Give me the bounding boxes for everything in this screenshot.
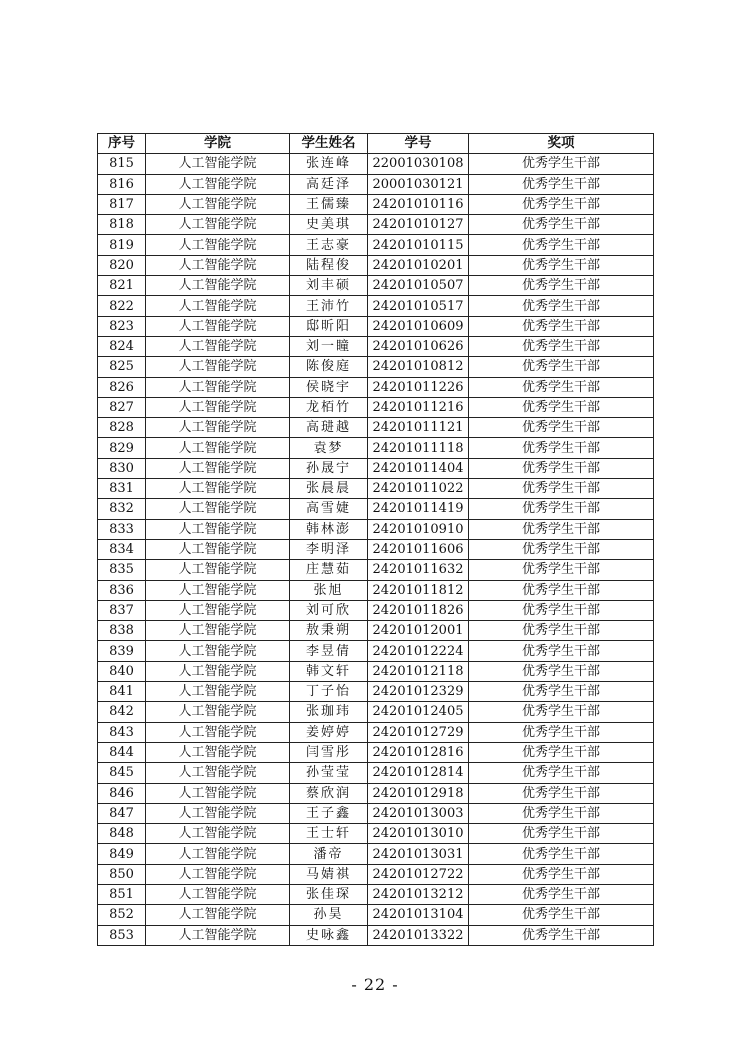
header-award: 奖项 (469, 134, 654, 154)
cell-no: 852 (98, 905, 146, 925)
cell-name: 孙莹莹 (290, 763, 368, 783)
cell-award: 优秀学生干部 (469, 418, 654, 438)
cell-award: 优秀学生干部 (469, 702, 654, 722)
cell-student-id: 24201011226 (368, 377, 469, 397)
table-row (98, 803, 654, 823)
cell-award: 优秀学生干部 (469, 438, 654, 458)
cell-student-id: 24201013322 (368, 925, 469, 945)
cell-college: 人工智能学院 (146, 215, 290, 235)
cell-no: 843 (98, 722, 146, 742)
cell-name: 王士轩 (290, 824, 368, 844)
cell-name: 高琎越 (290, 418, 368, 438)
cell-no: 816 (98, 174, 146, 194)
header-student-id: 学号 (368, 134, 469, 154)
table-row (98, 641, 654, 661)
cell-college: 人工智能学院 (146, 600, 290, 620)
table-row (98, 925, 654, 945)
cell-award: 优秀学生干部 (469, 154, 654, 174)
table-row (98, 864, 654, 884)
cell-name: 袁梦 (290, 438, 368, 458)
cell-student-id: 24201012329 (368, 682, 469, 702)
cell-no: 819 (98, 235, 146, 255)
cell-student-id: 20001030121 (368, 174, 469, 194)
cell-name: 潘帝 (290, 844, 368, 864)
cell-student-id: 24201011121 (368, 418, 469, 438)
cell-name: 李明泽 (290, 539, 368, 559)
table-row (98, 336, 654, 356)
cell-no: 817 (98, 194, 146, 214)
cell-award: 优秀学生干部 (469, 844, 654, 864)
cell-college: 人工智能学院 (146, 519, 290, 539)
cell-name: 马婧祺 (290, 864, 368, 884)
cell-award: 优秀学生干部 (469, 194, 654, 214)
table-row (98, 560, 654, 580)
cell-student-id: 24201012224 (368, 641, 469, 661)
cell-college: 人工智能学院 (146, 905, 290, 925)
cell-award: 优秀学生干部 (469, 641, 654, 661)
cell-name: 史美琪 (290, 215, 368, 235)
cell-award: 优秀学生干部 (469, 357, 654, 377)
cell-name: 张珈玮 (290, 702, 368, 722)
header-no: 序号 (98, 134, 146, 154)
table-row (98, 174, 654, 194)
cell-student-id: 24201012405 (368, 702, 469, 722)
cell-no: 823 (98, 316, 146, 336)
cell-student-id: 24201012729 (368, 722, 469, 742)
table-row (98, 397, 654, 417)
table-row (98, 661, 654, 681)
table-row (98, 844, 654, 864)
cell-no: 846 (98, 783, 146, 803)
table-row (98, 154, 654, 174)
cell-student-id: 24201013104 (368, 905, 469, 925)
cell-student-id: 24201010201 (368, 255, 469, 275)
cell-no: 818 (98, 215, 146, 235)
cell-student-id: 24201013031 (368, 844, 469, 864)
cell-no: 849 (98, 844, 146, 864)
cell-college: 人工智能学院 (146, 580, 290, 600)
cell-name: 敖秉朔 (290, 621, 368, 641)
cell-award: 优秀学生干部 (469, 803, 654, 823)
cell-name: 蔡欣润 (290, 783, 368, 803)
table-row (98, 255, 654, 275)
table-row (98, 742, 654, 762)
cell-college: 人工智能学院 (146, 661, 290, 681)
cell-award: 优秀学生干部 (469, 316, 654, 336)
cell-student-id: 24201010626 (368, 336, 469, 356)
cell-college: 人工智能学院 (146, 336, 290, 356)
table-row (98, 905, 654, 925)
cell-no: 844 (98, 742, 146, 762)
table-row (98, 783, 654, 803)
cell-no: 827 (98, 397, 146, 417)
cell-student-id: 24201010517 (368, 296, 469, 316)
cell-college: 人工智能学院 (146, 925, 290, 945)
cell-award: 优秀学生干部 (469, 479, 654, 499)
cell-award: 优秀学生干部 (469, 397, 654, 417)
cell-no: 850 (98, 864, 146, 884)
cell-name: 姜婷婷 (290, 722, 368, 742)
cell-student-id: 24201012001 (368, 621, 469, 641)
cell-college: 人工智能学院 (146, 803, 290, 823)
cell-student-id: 24201012722 (368, 864, 469, 884)
cell-college: 人工智能学院 (146, 194, 290, 214)
cell-student-id: 24201011216 (368, 397, 469, 417)
cell-college: 人工智能学院 (146, 884, 290, 904)
cell-award: 优秀学生干部 (469, 276, 654, 296)
cell-name: 龙栢竹 (290, 397, 368, 417)
cell-student-id: 24201010507 (368, 276, 469, 296)
cell-no: 848 (98, 824, 146, 844)
cell-name: 高雪婕 (290, 499, 368, 519)
cell-name: 陆程俊 (290, 255, 368, 275)
table-row (98, 194, 654, 214)
cell-college: 人工智能学院 (146, 499, 290, 519)
cell-college: 人工智能学院 (146, 418, 290, 438)
cell-award: 优秀学生干部 (469, 661, 654, 681)
cell-college: 人工智能学院 (146, 641, 290, 661)
table-row (98, 824, 654, 844)
cell-award: 优秀学生干部 (469, 499, 654, 519)
cell-college: 人工智能学院 (146, 458, 290, 478)
cell-no: 822 (98, 296, 146, 316)
cell-college: 人工智能学院 (146, 539, 290, 559)
cell-name: 刘一瞳 (290, 336, 368, 356)
cell-college: 人工智能学院 (146, 722, 290, 742)
cell-college: 人工智能学院 (146, 783, 290, 803)
header-name: 学生姓名 (290, 134, 368, 154)
table-row (98, 316, 654, 336)
cell-no: 835 (98, 560, 146, 580)
cell-award: 优秀学生干部 (469, 215, 654, 235)
cell-award: 优秀学生干部 (469, 255, 654, 275)
cell-no: 815 (98, 154, 146, 174)
cell-no: 828 (98, 418, 146, 438)
cell-no: 837 (98, 600, 146, 620)
table-row (98, 580, 654, 600)
cell-no: 836 (98, 580, 146, 600)
cell-name: 庄慧茹 (290, 560, 368, 580)
cell-award: 优秀学生干部 (469, 783, 654, 803)
cell-award: 优秀学生干部 (469, 682, 654, 702)
cell-no: 821 (98, 276, 146, 296)
cell-student-id: 24201010127 (368, 215, 469, 235)
table-row (98, 499, 654, 519)
cell-award: 优秀学生干部 (469, 174, 654, 194)
cell-name: 丁子怡 (290, 682, 368, 702)
cell-award: 优秀学生干部 (469, 539, 654, 559)
table-row (98, 357, 654, 377)
cell-student-id: 24201012816 (368, 742, 469, 762)
cell-student-id: 24201010609 (368, 316, 469, 336)
cell-name: 李昱倩 (290, 641, 368, 661)
cell-student-id: 24201011404 (368, 458, 469, 478)
cell-college: 人工智能学院 (146, 824, 290, 844)
cell-college: 人工智能学院 (146, 235, 290, 255)
cell-award: 优秀学生干部 (469, 458, 654, 478)
cell-name: 王子鑫 (290, 803, 368, 823)
cell-no: 825 (98, 357, 146, 377)
cell-name: 侯晓宇 (290, 377, 368, 397)
table-row (98, 418, 654, 438)
cell-no: 841 (98, 682, 146, 702)
table-row (98, 458, 654, 478)
table-row (98, 276, 654, 296)
cell-award: 优秀学生干部 (469, 235, 654, 255)
cell-college: 人工智能学院 (146, 682, 290, 702)
table-row (98, 763, 654, 783)
cell-name: 张佳琛 (290, 884, 368, 904)
cell-award: 优秀学生干部 (469, 560, 654, 580)
cell-student-id: 24201013212 (368, 884, 469, 904)
cell-no: 842 (98, 702, 146, 722)
cell-college: 人工智能学院 (146, 763, 290, 783)
cell-college: 人工智能学院 (146, 742, 290, 762)
cell-student-id: 24201010910 (368, 519, 469, 539)
cell-no: 847 (98, 803, 146, 823)
table-row (98, 296, 654, 316)
table-row (98, 722, 654, 742)
cell-no: 826 (98, 377, 146, 397)
cell-name: 张晨晨 (290, 479, 368, 499)
cell-award: 优秀学生干部 (469, 742, 654, 762)
cell-name: 闫雪彤 (290, 742, 368, 762)
cell-name: 张连峰 (290, 154, 368, 174)
cell-student-id: 24201011419 (368, 499, 469, 519)
cell-student-id: 24201013010 (368, 824, 469, 844)
table-row (98, 377, 654, 397)
cell-name: 陈俊庭 (290, 357, 368, 377)
cell-college: 人工智能学院 (146, 844, 290, 864)
cell-no: 853 (98, 925, 146, 945)
cell-name: 刘可欣 (290, 600, 368, 620)
cell-name: 高廷泽 (290, 174, 368, 194)
header-college: 学院 (146, 134, 290, 154)
cell-name: 刘丰硕 (290, 276, 368, 296)
cell-name: 王志豪 (290, 235, 368, 255)
table-row (98, 519, 654, 539)
cell-student-id: 24201010812 (368, 357, 469, 377)
cell-college: 人工智能学院 (146, 154, 290, 174)
table-header (98, 134, 654, 154)
table-row (98, 539, 654, 559)
page-number: - 22 - (351, 975, 399, 994)
cell-name: 韩林澎 (290, 519, 368, 539)
cell-student-id: 24201011632 (368, 560, 469, 580)
cell-college: 人工智能学院 (146, 316, 290, 336)
cell-no: 820 (98, 255, 146, 275)
cell-college: 人工智能学院 (146, 255, 290, 275)
cell-name: 史咏鑫 (290, 925, 368, 945)
cell-no: 833 (98, 519, 146, 539)
cell-name: 张旭 (290, 580, 368, 600)
table-row (98, 600, 654, 620)
cell-no: 851 (98, 884, 146, 904)
cell-no: 831 (98, 479, 146, 499)
cell-no: 824 (98, 336, 146, 356)
table-body (98, 154, 654, 946)
cell-name: 孙晟宁 (290, 458, 368, 478)
table-row (98, 884, 654, 904)
cell-name: 邸昕阳 (290, 316, 368, 336)
cell-college: 人工智能学院 (146, 397, 290, 417)
cell-college: 人工智能学院 (146, 560, 290, 580)
cell-no: 840 (98, 661, 146, 681)
cell-award: 优秀学生干部 (469, 519, 654, 539)
cell-award: 优秀学生干部 (469, 621, 654, 641)
cell-college: 人工智能学院 (146, 864, 290, 884)
cell-student-id: 24201012814 (368, 763, 469, 783)
cell-student-id: 24201012918 (368, 783, 469, 803)
cell-student-id: 22001030108 (368, 154, 469, 174)
table-row (98, 621, 654, 641)
table-row (98, 479, 654, 499)
cell-award: 优秀学生干部 (469, 864, 654, 884)
cell-name: 韩文轩 (290, 661, 368, 681)
cell-college: 人工智能学院 (146, 438, 290, 458)
cell-college: 人工智能学院 (146, 702, 290, 722)
cell-name: 王沛竹 (290, 296, 368, 316)
award-list-table (97, 133, 654, 946)
cell-name: 孙昊 (290, 905, 368, 925)
cell-student-id: 24201011022 (368, 479, 469, 499)
cell-name: 王儒臻 (290, 194, 368, 214)
table-row (98, 235, 654, 255)
cell-student-id: 24201012118 (368, 661, 469, 681)
cell-student-id: 24201010116 (368, 194, 469, 214)
cell-college: 人工智能学院 (146, 174, 290, 194)
cell-student-id: 24201011826 (368, 600, 469, 620)
cell-college: 人工智能学院 (146, 357, 290, 377)
cell-award: 优秀学生干部 (469, 600, 654, 620)
header-row (98, 134, 654, 154)
cell-no: 830 (98, 458, 146, 478)
cell-award: 优秀学生干部 (469, 580, 654, 600)
cell-college: 人工智能学院 (146, 377, 290, 397)
cell-award: 优秀学生干部 (469, 763, 654, 783)
table-row (98, 438, 654, 458)
table-row (98, 682, 654, 702)
cell-award: 优秀学生干部 (469, 336, 654, 356)
cell-award: 优秀学生干部 (469, 377, 654, 397)
cell-college: 人工智能学院 (146, 296, 290, 316)
cell-college: 人工智能学院 (146, 621, 290, 641)
cell-student-id: 24201013003 (368, 803, 469, 823)
cell-student-id: 24201010115 (368, 235, 469, 255)
cell-no: 829 (98, 438, 146, 458)
cell-no: 834 (98, 539, 146, 559)
cell-no: 845 (98, 763, 146, 783)
cell-student-id: 24201011118 (368, 438, 469, 458)
table-row (98, 215, 654, 235)
cell-student-id: 24201011812 (368, 580, 469, 600)
cell-no: 832 (98, 499, 146, 519)
cell-award: 优秀学生干部 (469, 722, 654, 742)
cell-student-id: 24201011606 (368, 539, 469, 559)
cell-college: 人工智能学院 (146, 276, 290, 296)
cell-award: 优秀学生干部 (469, 905, 654, 925)
cell-no: 838 (98, 621, 146, 641)
cell-no: 839 (98, 641, 146, 661)
cell-award: 优秀学生干部 (469, 884, 654, 904)
cell-award: 优秀学生干部 (469, 925, 654, 945)
cell-college: 人工智能学院 (146, 479, 290, 499)
table-row (98, 702, 654, 722)
cell-award: 优秀学生干部 (469, 296, 654, 316)
cell-award: 优秀学生干部 (469, 824, 654, 844)
